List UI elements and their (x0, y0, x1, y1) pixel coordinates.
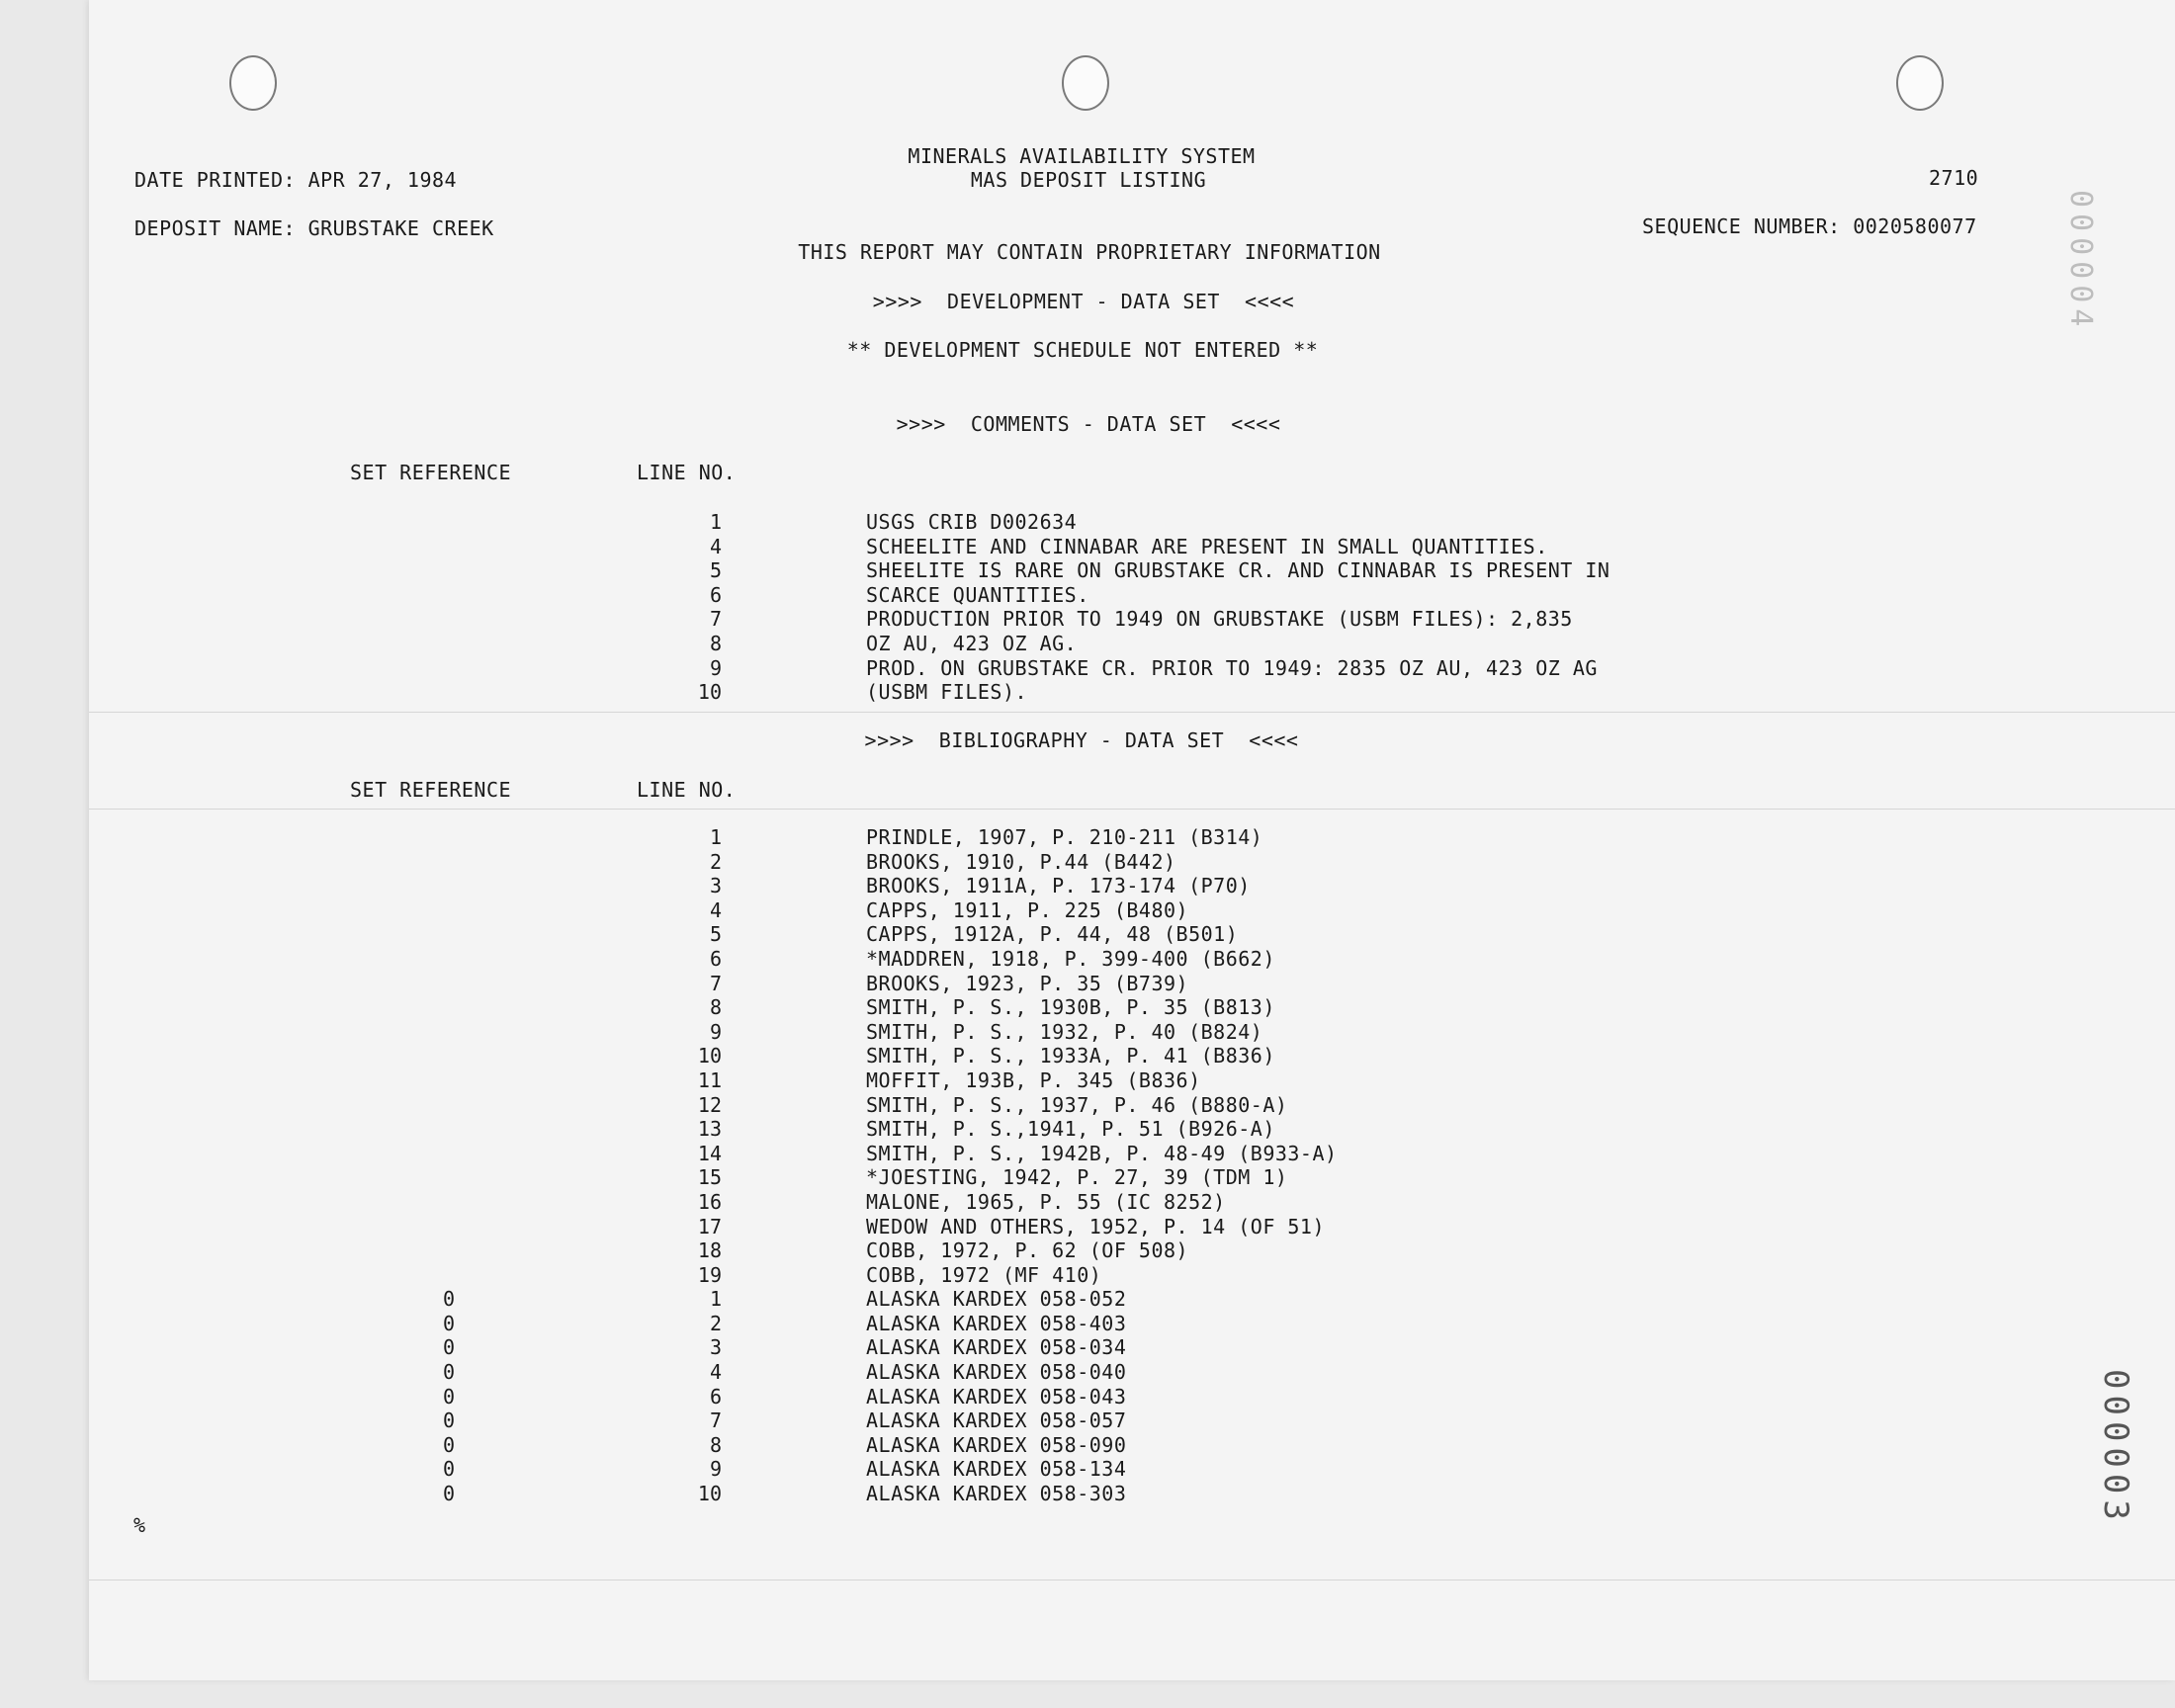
set-reference-cell (415, 922, 455, 947)
line-number-cell: 6 (709, 1384, 722, 1409)
line-number-cell: 8 (709, 1432, 722, 1457)
line-number-cell: 10 (697, 680, 722, 705)
line-number-cell: 5 (709, 922, 722, 947)
development-note: ** DEVELOPMENT SCHEDULE NOT ENTERED ** (846, 338, 1319, 362)
set-reference-cell (415, 947, 455, 972)
line-number-cell: 17 (697, 1214, 722, 1238)
line-text-cell: PRODUCTION PRIOR TO 1949 ON GRUBSTAKE (USBM FILES): 2,835 (866, 607, 1573, 632)
set-reference-cell (415, 632, 455, 656)
line-text-cell: CAPPS, 1912A, P. 44, 48 (B501) (866, 922, 1239, 947)
line-number-cell: 8 (709, 995, 722, 1020)
set-reference-cell (415, 1238, 455, 1263)
line-text-cell: OZ AU, 423 OZ AG. (866, 631, 1078, 655)
line-text-cell: SMITH, P. S.,1941, P. 51 (B926-A) (866, 1117, 1275, 1142)
line-text-cell: BROOKS, 1923, P. 35 (B739) (866, 971, 1189, 995)
set-reference-cell (415, 1190, 455, 1215)
sequence-number: SEQUENCE NUMBER: 0020580077 (1642, 214, 1977, 238)
listing-title: MAS DEPOSIT LISTING (970, 168, 1207, 192)
set-reference-cell (415, 1044, 455, 1068)
set-reference-cell (415, 1068, 455, 1093)
set-reference-cell (415, 1093, 455, 1118)
set-reference-cell (415, 680, 455, 705)
line-text-cell: SCARCE QUANTITIES. (866, 582, 1089, 607)
line-text-cell: SCHEELITE AND CINNABAR ARE PRESENT IN SMALL QUANTITIES. (866, 534, 1548, 558)
line-text-cell: ALASKA KARDEX 058-034 (866, 1335, 1127, 1360)
line-number-cell: 9 (709, 1019, 722, 1044)
set-reference-cell (415, 1165, 455, 1190)
line-text-cell: WEDOW AND OTHERS, 1952, P. 14 (OF 51) (866, 1214, 1326, 1238)
line-number-cell: 9 (709, 655, 722, 680)
line-text-cell: COBB, 1972, P. 62 (OF 508) (866, 1238, 1189, 1263)
set-reference-cell (415, 558, 455, 583)
stamp-bottom-right: 000003 (2096, 1369, 2135, 1526)
line-number-cell: 9 (709, 1457, 722, 1482)
set-reference-cell: 0 (442, 1432, 455, 1457)
page-number: 2710 (1929, 166, 1979, 190)
line-number-column (662, 510, 722, 705)
line-text-cell: SMITH, P. S., 1930B, P. 35 (B813) (866, 995, 1275, 1020)
set-reference-cell (415, 972, 455, 996)
set-reference-cell (415, 510, 455, 535)
set-reference-cell: 0 (442, 1311, 455, 1335)
line-number-cell: 10 (697, 1482, 722, 1506)
set-reference-cell (415, 656, 455, 681)
bibliography-col-set-reference: SET REFERENCE (350, 778, 512, 802)
line-text-cell: ALASKA KARDEX 058-052 (866, 1287, 1127, 1312)
comments-heading: >>>> COMMENTS - DATA SET <<<< (896, 412, 1281, 436)
line-text-cell: SMITH, P. S., 1942B, P. 48-49 (B933-A) (866, 1141, 1338, 1165)
percent-mark: % (133, 1513, 146, 1537)
line-number-cell: 2 (709, 1311, 722, 1335)
set-reference-cell: 0 (442, 1457, 455, 1482)
line-number-cell: 12 (697, 1092, 722, 1117)
set-reference-cell (415, 1117, 455, 1142)
line-text-cell: ALASKA KARDEX 058-303 (866, 1482, 1127, 1506)
line-number-cell: 1 (709, 825, 722, 849)
line-text-cell: MALONE, 1965, P. 55 (IC 8252) (866, 1189, 1226, 1214)
set-reference-cell (415, 1263, 455, 1288)
bibliography-col-line-no: LINE NO. (637, 778, 737, 802)
line-number-cell: 3 (709, 1335, 722, 1360)
line-number-cell: 1 (709, 510, 722, 534)
line-text-cell: ALASKA KARDEX 058-403 (866, 1311, 1127, 1335)
set-reference-cell (415, 898, 455, 923)
set-reference-column (415, 510, 455, 705)
line-text-cell: ALASKA KARDEX 058-043 (866, 1384, 1127, 1409)
line-number-column (662, 825, 722, 1506)
line-number-cell: 13 (697, 1117, 722, 1142)
set-reference-cell: 0 (442, 1482, 455, 1506)
line-number-cell: 19 (697, 1262, 722, 1287)
set-reference-cell (415, 850, 455, 875)
line-text-cell: ALASKA KARDEX 058-090 (866, 1432, 1127, 1457)
line-text-cell: *JOESTING, 1942, P. 27, 39 (TDM 1) (866, 1165, 1288, 1190)
line-text-cell: PRINDLE, 1907, P. 210-211 (B314) (866, 825, 1263, 849)
line-text-cell: CAPPS, 1911, P. 225 (B480) (866, 897, 1189, 922)
set-reference-cell (415, 1142, 455, 1166)
line-number-cell: 7 (709, 971, 722, 995)
system-title: MINERALS AVAILABILITY SYSTEM (908, 144, 1256, 168)
set-reference-cell: 0 (442, 1384, 455, 1409)
line-number-cell: 16 (697, 1189, 722, 1214)
line-text-cell: BROOKS, 1911A, P. 173-174 (P70) (866, 874, 1251, 898)
line-number-cell: 4 (709, 534, 722, 558)
stamp-top-right-faint: 000004 (2063, 190, 2098, 333)
date-printed: DATE PRINTED: APR 27, 1984 (134, 168, 458, 192)
line-text-cell: MOFFIT, 193B, P. 345 (B836) (866, 1068, 1201, 1092)
line-text-cell: ALASKA KARDEX 058-040 (866, 1360, 1127, 1385)
line-number-cell: 10 (697, 1044, 722, 1068)
set-reference-cell (415, 995, 455, 1020)
line-text-column (866, 825, 1338, 1506)
line-text-column (866, 510, 1610, 705)
line-text-cell: USGS CRIB D002634 (866, 510, 1078, 534)
deposit-name: DEPOSIT NAME: GRUBSTAKE CREEK (134, 216, 494, 240)
development-heading: >>>> DEVELOPMENT - DATA SET <<<< (872, 290, 1295, 313)
set-reference-cell (415, 583, 455, 608)
fold-line (89, 712, 2175, 713)
line-number-cell: 18 (697, 1238, 722, 1263)
line-text-cell: *MADDREN, 1918, P. 399-400 (B662) (866, 946, 1275, 971)
set-reference-cell (415, 825, 455, 850)
line-text-cell: ALASKA KARDEX 058-134 (866, 1457, 1127, 1482)
binder-hole (1062, 55, 1109, 111)
comments-col-set-reference: SET REFERENCE (350, 461, 512, 484)
line-text-cell: PROD. ON GRUBSTAKE CR. PRIOR TO 1949: 2835 OZ AU, 423 OZ AG (866, 655, 1598, 680)
line-text-cell: COBB, 1972 (MF 410) (866, 1262, 1102, 1287)
line-number-cell: 14 (697, 1141, 722, 1165)
line-number-cell: 2 (709, 849, 722, 874)
bibliography-heading: >>>> BIBLIOGRAPHY - DATA SET <<<< (864, 728, 1299, 752)
set-reference-cell: 0 (442, 1287, 455, 1312)
line-number-cell: 3 (709, 874, 722, 898)
line-text-cell: ALASKA KARDEX 058-057 (866, 1409, 1127, 1433)
binder-hole (1896, 55, 1944, 111)
line-text-cell: SHEELITE IS RARE ON GRUBSTAKE CR. AND CINNABAR IS PRESENT IN (866, 558, 1610, 583)
line-number-cell: 7 (709, 607, 722, 632)
fold-line (89, 809, 2175, 810)
line-number-cell: 15 (697, 1165, 722, 1190)
line-text-cell: BROOKS, 1910, P.44 (B442) (866, 849, 1176, 874)
set-reference-cell (415, 874, 455, 898)
line-number-cell: 6 (709, 946, 722, 971)
set-reference-cell (415, 607, 455, 632)
line-text-cell: SMITH, P. S., 1933A, P. 41 (B836) (866, 1044, 1275, 1068)
line-number-cell: 5 (709, 558, 722, 583)
line-number-cell: 4 (709, 1360, 722, 1385)
line-number-cell: 6 (709, 582, 722, 607)
line-text-cell: SMITH, P. S., 1932, P. 40 (B824) (866, 1019, 1263, 1044)
set-reference-cell (415, 1215, 455, 1239)
binder-hole (229, 55, 277, 111)
line-text-cell: SMITH, P. S., 1937, P. 46 (B880-A) (866, 1092, 1288, 1117)
line-number-cell: 8 (709, 631, 722, 655)
set-reference-cell (415, 1020, 455, 1045)
line-text-cell: (USBM FILES). (866, 680, 1028, 705)
comments-col-line-no: LINE NO. (637, 461, 737, 484)
set-reference-cell: 0 (442, 1335, 455, 1360)
line-number-cell: 4 (709, 897, 722, 922)
line-number-cell: 7 (709, 1409, 722, 1433)
set-reference-cell: 0 (442, 1409, 455, 1433)
proprietary-notice: THIS REPORT MAY CONTAIN PROPRIETARY INFORMATION (798, 240, 1381, 264)
set-reference-column (415, 825, 455, 1506)
line-number-cell: 1 (709, 1287, 722, 1312)
set-reference-cell (415, 535, 455, 559)
set-reference-cell: 0 (442, 1360, 455, 1385)
line-number-cell: 11 (697, 1068, 722, 1092)
